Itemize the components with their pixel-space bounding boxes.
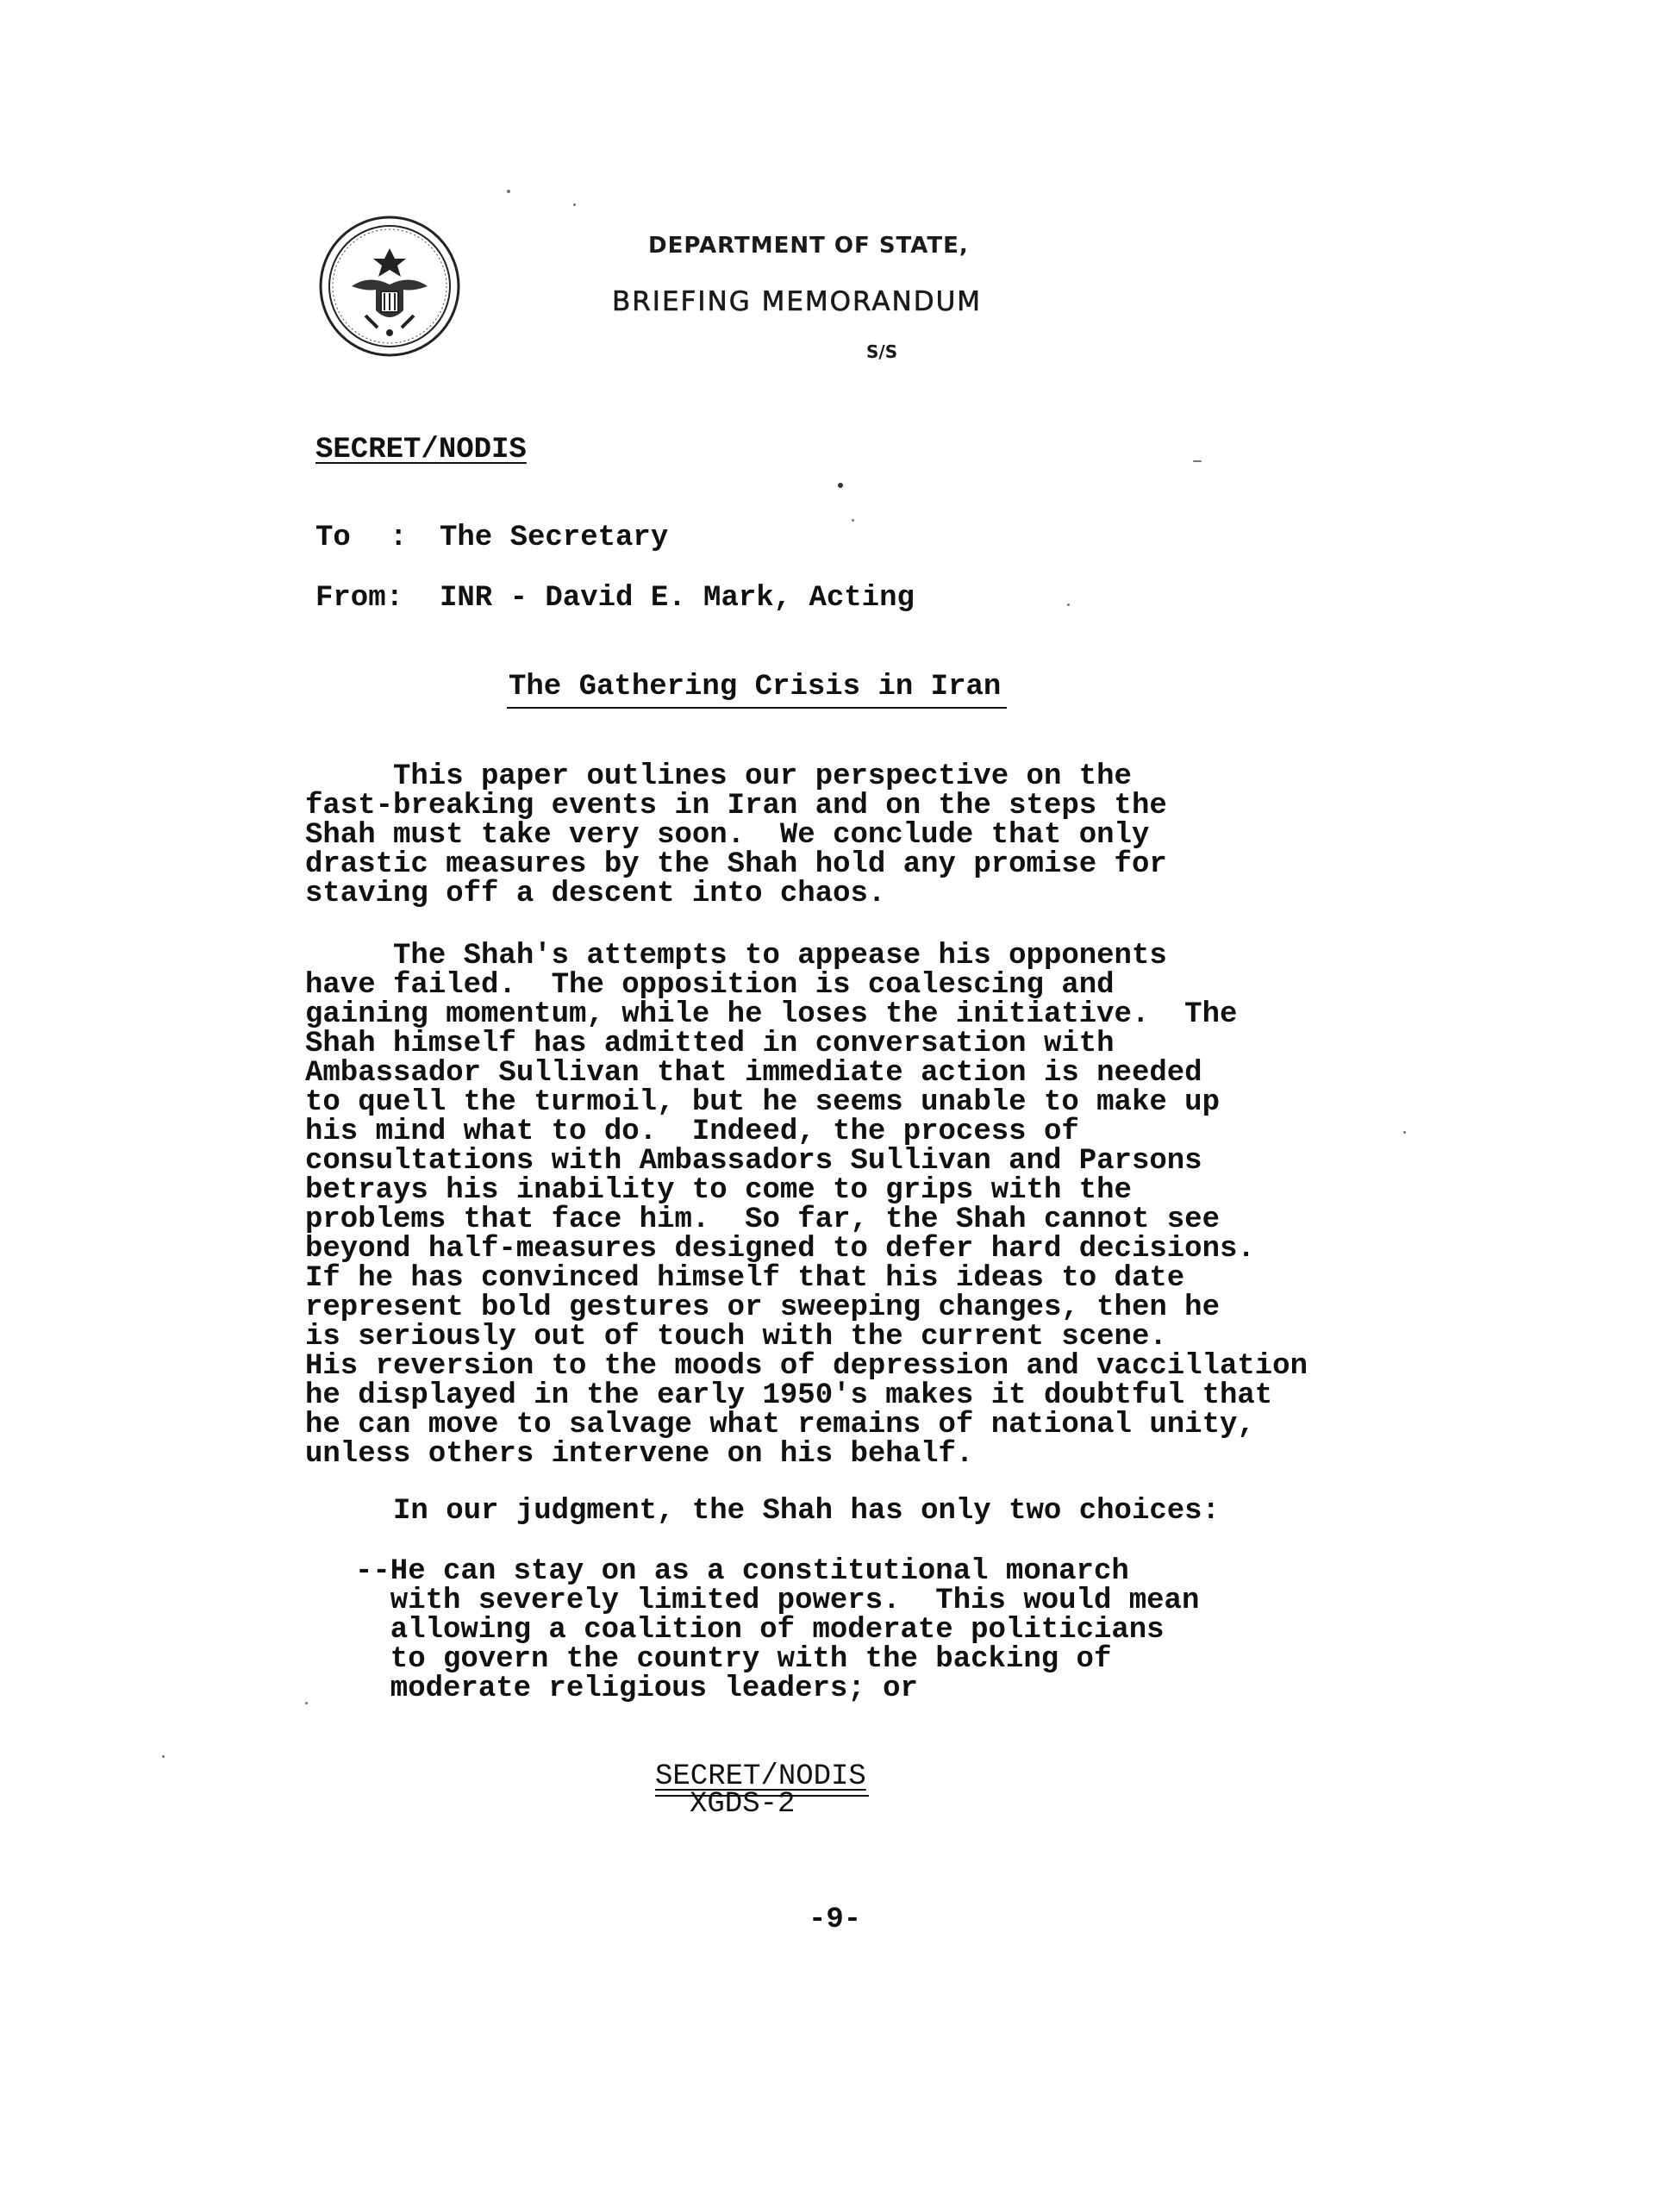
state-department-seal-icon <box>317 214 462 359</box>
paragraph-line: have failed. The opposition is coalescing and <box>305 969 1115 1002</box>
scan-speck <box>852 519 854 522</box>
paragraph-line: The Shah's attempts to appease his opponents <box>305 940 1167 972</box>
paragraph-line: beyond half-measures designed to defer hard decisions. <box>305 1233 1255 1266</box>
paragraph-line: unless others intervene on his behalf. <box>305 1438 974 1471</box>
memo-title: The Gathering Crisis in Iran <box>509 671 1002 703</box>
paragraph-line: moderate religious leaders; or <box>355 1672 918 1705</box>
title-underline <box>507 707 1007 709</box>
paragraph-line: --He can stay on as a constitutional monarch <box>355 1555 1129 1588</box>
paragraph-line: his mind what to do. Indeed, the process of <box>305 1116 1079 1148</box>
scan-speck <box>162 1755 165 1758</box>
paragraph-line: drastic measures by the Shah hold any promise for <box>305 848 1167 881</box>
scan-speck <box>305 1702 308 1704</box>
paragraph-line: with severely limited powers. This would mean <box>355 1585 1200 1617</box>
paragraph-line: represent bold gestures or sweeping changes, then he <box>305 1291 1220 1324</box>
to-colon: : <box>390 522 408 554</box>
paragraph-line: fast-breaking events in Iran and on the steps the <box>305 790 1167 822</box>
scan-speck <box>1193 460 1202 462</box>
paragraph-line: Ambassador Sullivan that immediate action is needed <box>305 1057 1202 1090</box>
to-label: To <box>315 522 351 554</box>
classification-bottom: SECRET/NODIS <box>655 1760 866 1793</box>
choice-one <box>355 1557 1199 1704</box>
paragraph-intro <box>305 762 1167 909</box>
scan-speck <box>573 203 576 206</box>
paragraph-judgment <box>393 1497 1220 1526</box>
from-label: From: <box>315 582 404 615</box>
paragraph-line: gaining momentum, while he loses the initiative. The <box>305 998 1238 1031</box>
paragraph-line: If he has convinced himself that his ideas to date <box>305 1262 1185 1295</box>
paragraph-line: he displayed in the early 1950's makes it doubtful that <box>305 1379 1273 1412</box>
memo-type-heading: BRIEFING MEMORANDUM <box>612 286 983 317</box>
paragraph-line: This paper outlines our perspective on the <box>305 760 1132 793</box>
paragraph-line: In our judgment, the Shah has only two choices: <box>393 1495 1220 1528</box>
paragraph-analysis <box>305 941 1308 1469</box>
from-value: INR - David E. Mark, Acting <box>440 582 915 615</box>
paragraph-line: allowing a coalition of moderate politicians <box>355 1614 1165 1647</box>
scan-speck <box>507 190 510 193</box>
classification-top: SECRET/NODIS <box>315 434 527 466</box>
paragraph-line: staving off a descent into chaos. <box>305 878 886 910</box>
paragraph-line: to quell the turmoil, but he seems unable to make up <box>305 1086 1220 1119</box>
scan-speck <box>1403 1131 1406 1134</box>
paragraph-line: Shah himself has admitted in conversation with <box>305 1028 1115 1060</box>
page-number: -9- <box>809 1904 862 1936</box>
department-heading: DEPARTMENT OF STATE, <box>648 233 969 259</box>
paragraph-line: is seriously out of touch with the current scene. <box>305 1321 1167 1354</box>
paragraph-line: consultations with Ambassadors Sullivan and Parsons <box>305 1145 1202 1178</box>
paragraph-line: betrays his inability to come to grips with the <box>305 1174 1132 1207</box>
scan-speck <box>1067 603 1070 606</box>
office-code: S/S <box>866 341 898 362</box>
scan-speck <box>838 483 843 488</box>
paragraph-line: he can move to salvage what remains of national unity, <box>305 1409 1255 1441</box>
paragraph-line: problems that face him. So far, the Shah cannot see <box>305 1204 1220 1236</box>
declassification-code: XGDS-2 <box>690 1788 796 1821</box>
to-value: The Secretary <box>440 522 669 554</box>
paragraph-line: His reversion to the moods of depression and vaccillation <box>305 1350 1308 1383</box>
paragraph-line: Shah must take very soon. We conclude that only <box>305 819 1150 852</box>
paragraph-line: to govern the country with the backing of <box>355 1643 1112 1676</box>
